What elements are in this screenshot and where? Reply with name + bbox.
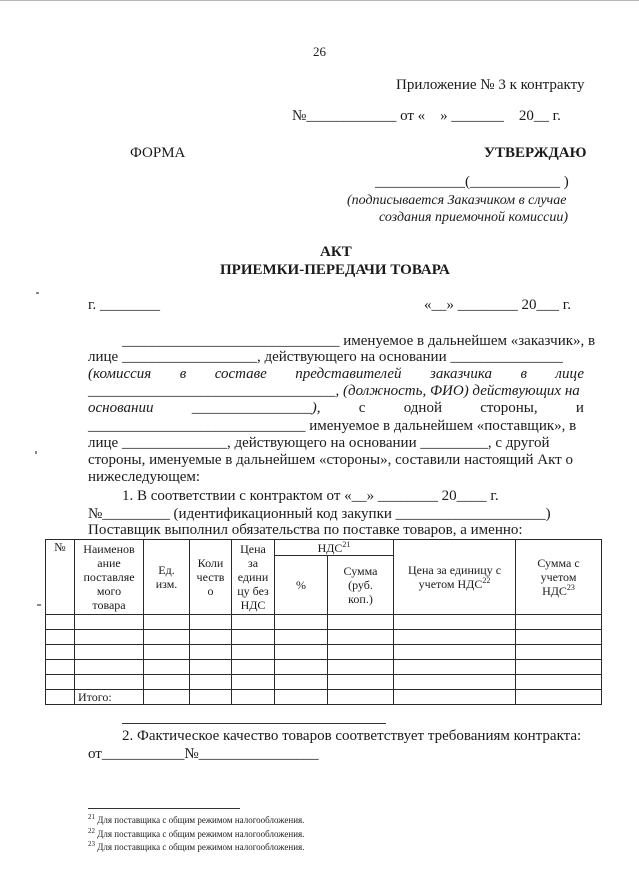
header-text: товара	[92, 598, 126, 612]
table-cell	[190, 645, 232, 660]
table-row	[46, 630, 602, 645]
table-cell	[75, 630, 144, 645]
table-cell	[516, 660, 602, 675]
body-line-1: _____________________________ именуемое в дальнейшем «заказчик», в	[122, 333, 596, 349]
header-text: честв	[196, 570, 225, 584]
table-cell	[46, 630, 75, 645]
footnote-21	[88, 815, 304, 825]
paragraph-2-line-2: от___________№________________	[88, 746, 319, 762]
paragraph-1-line-3: Поставщик выполнил обязательства по поставке товаров, а именно:	[88, 522, 523, 538]
table-cell	[328, 660, 394, 675]
doc-title-subject: ПРИЕМКИ-ПЕРЕДАЧИ ТОВАРА	[220, 262, 450, 278]
table-cell	[46, 675, 75, 690]
body-line-4: _________________________________, (должность, ФИО) действующих на	[88, 383, 580, 399]
table-cell	[516, 630, 602, 645]
footnote-number: 21	[88, 813, 95, 821]
table-cell	[516, 675, 602, 690]
word: в	[520, 366, 527, 382]
table-row	[46, 675, 602, 690]
word: стороны,	[480, 400, 538, 416]
table-cell	[144, 645, 190, 660]
col-header-number: №	[46, 540, 75, 615]
word: лице	[555, 366, 584, 382]
header-text: Сумма с	[537, 556, 580, 570]
page-number: 26	[313, 44, 326, 59]
contract-year-prefix: 20	[518, 108, 534, 124]
table-cell	[75, 645, 144, 660]
table-cell	[328, 630, 394, 645]
contract-month-blank: _______	[447, 108, 504, 124]
contract-day-blank	[425, 108, 440, 124]
contract-reference	[292, 108, 561, 125]
approve-note-line1: (подписывается Заказчиком в случае	[347, 193, 567, 208]
header-text: (руб.	[348, 578, 373, 592]
header-text: Ед.	[158, 563, 175, 577]
table-total-row	[46, 690, 602, 705]
table-cell	[46, 660, 75, 675]
word: заказчика	[430, 366, 492, 382]
body-line-2: лице __________________, действующего на основании _______________	[88, 349, 563, 365]
scan-speck	[37, 604, 41, 606]
contract-close-quote: »	[440, 108, 448, 124]
signature-underline	[122, 723, 386, 724]
col-header-price-with-vat	[394, 540, 516, 615]
body-line-9: нижеследующем:	[88, 469, 201, 485]
footnote-text: Для поставщика с общим режимом налогообложения.	[97, 842, 305, 852]
table-cell	[46, 645, 75, 660]
table-cell	[190, 630, 232, 645]
header-text: НДС	[240, 598, 266, 612]
act-date-field: «__» ________ 20___ г.	[424, 297, 571, 313]
word: основании	[88, 400, 154, 416]
header-text: мого	[96, 584, 122, 598]
table-cell	[394, 645, 516, 660]
col-header-quantity	[190, 540, 232, 615]
contract-from: от «	[400, 108, 426, 124]
scan-top-border	[0, 0, 639, 1]
header-text: коп.)	[348, 592, 373, 606]
body-line-3	[88, 366, 584, 383]
appendix-label: Приложение № 3 к контракту	[396, 77, 585, 93]
goods-table	[45, 539, 602, 705]
scan-speck	[36, 292, 39, 294]
contract-g: г.	[548, 108, 561, 124]
table-cell	[275, 690, 328, 705]
table-cell	[275, 660, 328, 675]
footnote-separator	[88, 808, 240, 809]
header-text: за	[247, 556, 259, 570]
header-text: едини	[237, 570, 269, 584]
word: ________________),	[191, 400, 321, 416]
table-cell	[328, 615, 394, 630]
footnote-text: Для поставщика с общим режимом налогообложения.	[97, 829, 305, 839]
word: представителей	[295, 366, 402, 382]
table-cell	[516, 615, 602, 630]
contract-no-blank: ____________	[306, 108, 397, 124]
footnote-text: Для поставщика с общим режимом налогообложения.	[97, 815, 305, 825]
word: одной	[403, 400, 442, 416]
approve-heading: УТВЕРЖДАЮ	[484, 145, 587, 161]
body-line-8: стороны, именуемые в дальнейшем «стороны», составили настоящий Акт о	[88, 452, 573, 468]
city-field: г. ________	[88, 297, 160, 313]
body-line-5	[88, 400, 584, 417]
footnote-number: 22	[88, 827, 95, 835]
table-cell	[232, 630, 275, 645]
contract-year-blank: __	[533, 108, 549, 124]
header-text: цу без	[237, 584, 269, 598]
body-line-6: _____________________________ именуемое в дальнейшем «поставщик», в	[88, 418, 577, 434]
paragraph-1-line-1: 1. В соответствии с контрактом от «__» ________ 20____ г.	[122, 488, 499, 504]
table-cell	[328, 690, 394, 705]
footnote-number: 23	[88, 840, 95, 848]
word: в	[179, 366, 187, 382]
col-header-unit	[144, 540, 190, 615]
col-header-price-without-vat	[232, 540, 275, 615]
footnote-ref: 21	[342, 539, 351, 549]
table-cell	[75, 660, 144, 675]
doc-title-act: АКТ	[320, 244, 352, 260]
col-header-total-with-vat	[516, 540, 602, 615]
scan-speck	[35, 451, 37, 454]
table-cell	[275, 645, 328, 660]
body-line-7: лице ______________, действующего на основании _________, с другой	[88, 435, 550, 451]
table-cell	[232, 645, 275, 660]
header-text: поставляе	[83, 570, 135, 584]
col-header-vat-percent: %	[275, 556, 328, 615]
header-text: Коли	[197, 556, 224, 570]
table-row	[46, 615, 602, 630]
table-cell	[394, 615, 516, 630]
table-cell	[232, 690, 275, 705]
footnote-ref: 23	[566, 583, 575, 592]
header-text: о	[207, 584, 214, 598]
table-cell	[144, 615, 190, 630]
header-text: Цена	[240, 542, 266, 556]
col-header-vat	[275, 540, 394, 556]
table-cell	[275, 615, 328, 630]
header-text: Цена за единицу с учетом НДС	[407, 563, 502, 591]
total-label: Итого:	[75, 690, 144, 705]
table-cell	[328, 675, 394, 690]
table-cell	[46, 615, 75, 630]
table-row	[46, 645, 602, 660]
table-cell	[190, 660, 232, 675]
table-cell	[75, 675, 144, 690]
word: и	[575, 400, 584, 416]
table-cell	[144, 690, 190, 705]
table-cell	[190, 615, 232, 630]
table-cell	[232, 660, 275, 675]
table-cell	[144, 630, 190, 645]
table-cell	[46, 690, 75, 705]
table-cell	[328, 645, 394, 660]
table-row	[46, 660, 602, 675]
header-text: Сумма	[343, 564, 378, 578]
table-cell	[394, 630, 516, 645]
col-header-vat-sum	[328, 556, 394, 615]
table-cell	[190, 690, 232, 705]
contract-no-prefix: №	[292, 108, 307, 124]
header-text: изм.	[155, 577, 178, 591]
table-cell	[144, 660, 190, 675]
word: составе	[214, 366, 267, 382]
header-text: ание	[97, 556, 121, 570]
col-header-name	[75, 540, 144, 615]
footnote-23	[88, 842, 304, 852]
forma-label: ФОРМА	[130, 145, 186, 161]
table-cell	[275, 675, 328, 690]
word: с	[358, 400, 366, 416]
table-cell	[190, 675, 232, 690]
table-cell	[144, 675, 190, 690]
header-text: учетом	[540, 570, 577, 584]
header-text: НДС	[542, 584, 567, 598]
footnote-22	[88, 829, 304, 839]
table-cell	[394, 675, 516, 690]
table-cell	[275, 630, 328, 645]
table-cell	[516, 645, 602, 660]
footnote-ref: 22	[482, 576, 491, 585]
word: (комиссия	[88, 366, 152, 382]
approve-signature-line: ____________(____________ )	[375, 174, 569, 190]
table-cell	[232, 675, 275, 690]
table-cell	[516, 690, 602, 705]
paragraph-1-line-2: №_________ (идентификационный код закупки ____________________)	[88, 506, 551, 522]
paragraph-2-line-1: 2. Фактическое качество товаров соответствует требованиям контракта:	[122, 728, 582, 744]
table-cell	[75, 615, 144, 630]
header-text: Наименов	[83, 542, 135, 556]
table-cell	[394, 660, 516, 675]
table-cell	[232, 615, 275, 630]
approve-note-line2: создания приемочной комиссии)	[379, 210, 569, 225]
table-cell	[394, 690, 516, 705]
header-text: НДС	[317, 540, 343, 555]
